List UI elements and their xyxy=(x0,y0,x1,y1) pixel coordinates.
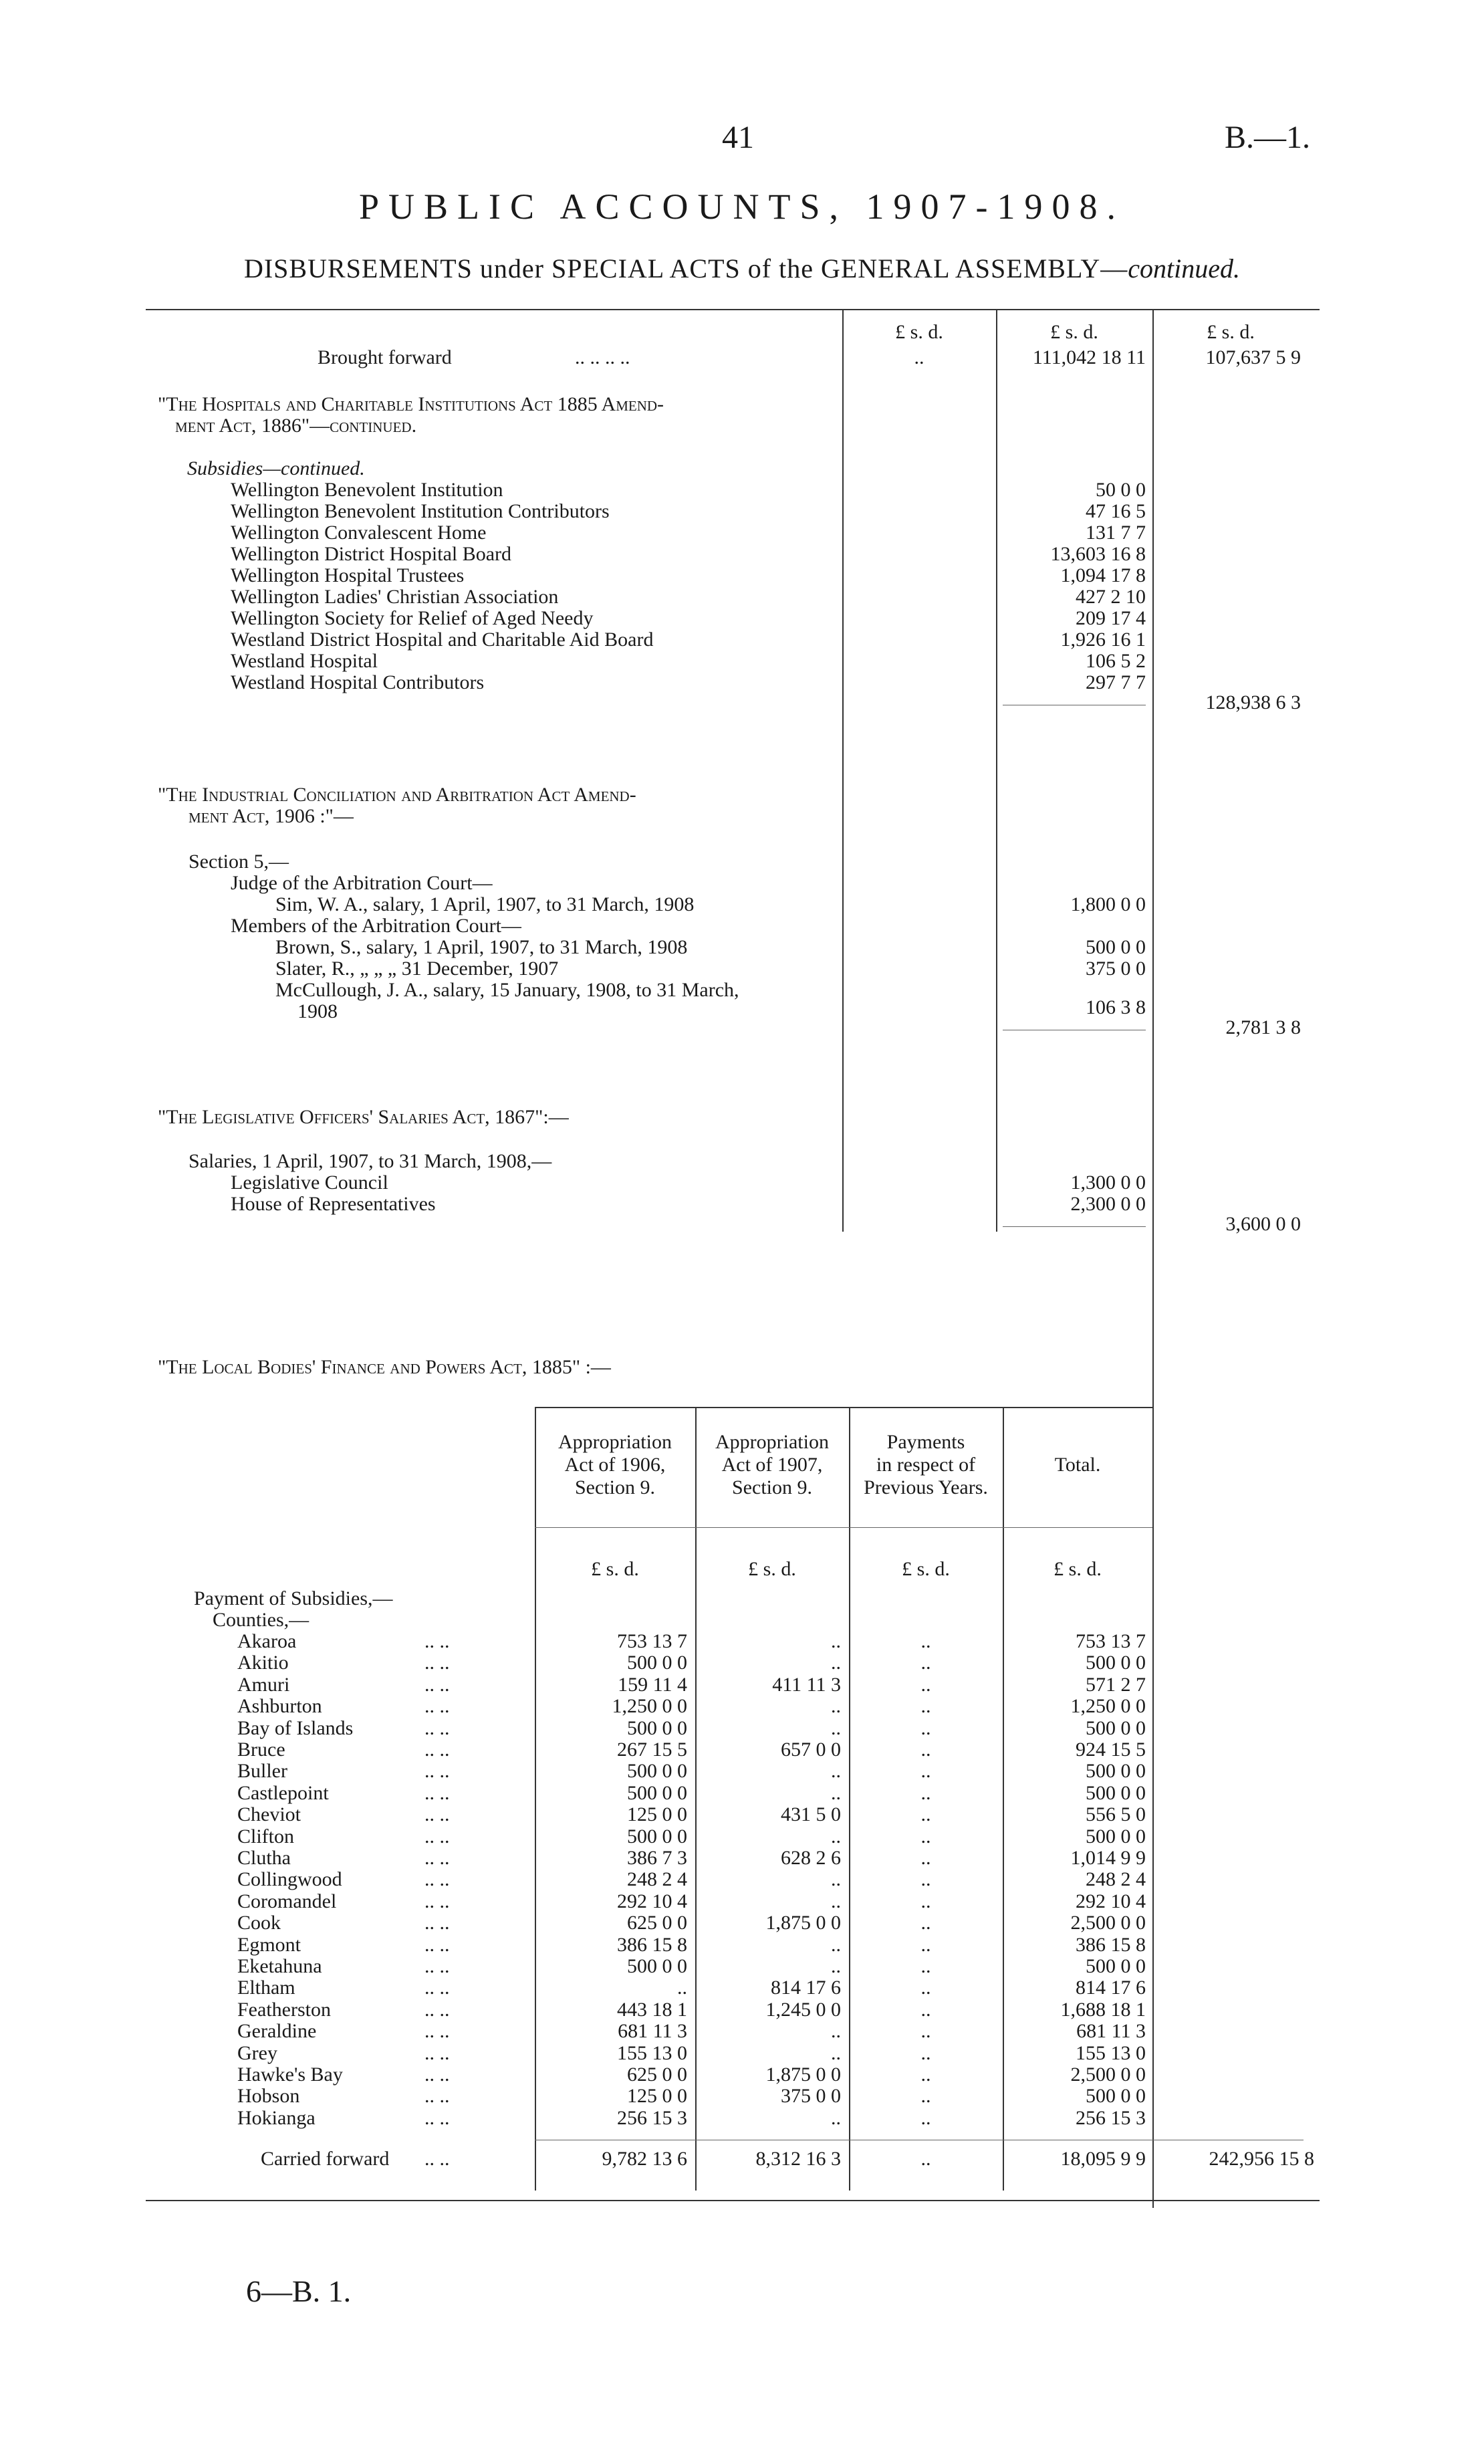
list-item-amount: 47 16 5 xyxy=(1086,500,1146,522)
county-total: 386 15 8 xyxy=(1076,1934,1146,1956)
hospitals-act-title-cont: ment Act, 1886"—continued. xyxy=(175,415,417,437)
county-appropriation-1907: .. xyxy=(831,2042,841,2064)
county-name: Hawke's Bay xyxy=(237,2063,343,2086)
carried-forward-prev: .. xyxy=(920,2148,931,2170)
county-appropriation-1906: 386 7 3 xyxy=(627,1847,687,1869)
leader-dots: .. .. xyxy=(424,1977,450,1999)
leader-dots: .. .. xyxy=(424,1652,450,1674)
member-salary-label: Brown, S., salary, 1 April, 1907, to 31 March, 1908 xyxy=(275,936,688,958)
list-item-label: Wellington Benevolent Institution Contributors xyxy=(231,500,610,522)
leader-dots: .. .. xyxy=(424,1739,450,1761)
county-appropriation-1907: 1,245 0 0 xyxy=(765,1999,841,2021)
county-previous-years: .. xyxy=(920,1652,931,1674)
carried-forward-total: 18,095 9 9 xyxy=(1060,2148,1146,2170)
county-name: Akitio xyxy=(237,1652,289,1674)
county-total: 500 0 0 xyxy=(1086,1652,1146,1674)
county-total: 753 13 7 xyxy=(1076,1630,1146,1652)
county-appropriation-1906: 386 15 8 xyxy=(617,1934,687,1956)
county-appropriation-1906: 500 0 0 xyxy=(627,1652,687,1674)
member-salary-amount: 500 0 0 xyxy=(1086,936,1146,958)
brought-forward-col1: .. xyxy=(914,346,924,368)
county-name: Geraldine xyxy=(237,2020,317,2042)
header-col2: £ s. d. xyxy=(1050,321,1098,343)
subtitle-main: DISBURSEMENTS under SPECIAL ACTS of the GENERAL ASSEMBLY— xyxy=(243,253,1128,284)
brought-forward-dots: .. .. .. .. xyxy=(575,346,630,368)
industrial-total: 2,781 3 8 xyxy=(1225,1016,1301,1038)
county-previous-years: .. xyxy=(920,1999,931,2021)
list-item-amount: 209 17 4 xyxy=(1076,607,1146,629)
brought-forward-label: Brought forward xyxy=(318,346,452,368)
list-item-amount: 131 7 7 xyxy=(1086,522,1146,544)
col-rule-2 xyxy=(996,309,997,1232)
county-name: Eltham xyxy=(237,1977,295,1999)
list-item-label: Westland District Hospital and Charitable Aid Board xyxy=(231,629,654,651)
county-total: 500 0 0 xyxy=(1086,2085,1146,2107)
county-total: 500 0 0 xyxy=(1086,1955,1146,1977)
county-name: Ashburton xyxy=(237,1695,322,1717)
county-appropriation-1907: .. xyxy=(831,1717,841,1739)
county-appropriation-1906: 256 15 3 xyxy=(617,2107,687,2129)
unit-header: £ s. d. xyxy=(748,1558,796,1580)
county-total: 681 11 3 xyxy=(1076,2020,1146,2042)
county-appropriation-1907: 657 0 0 xyxy=(781,1739,841,1761)
county-appropriation-1906: 443 18 1 xyxy=(617,1999,687,2021)
header-line: Section 9. xyxy=(732,1476,812,1498)
county-appropriation-1906: 159 11 4 xyxy=(618,1674,687,1696)
list-item-label: Wellington Ladies' Christian Association xyxy=(231,586,559,608)
table-top-rule xyxy=(146,309,1320,310)
leader-dots: .. .. xyxy=(424,1999,450,2021)
county-appropriation-1906: 500 0 0 xyxy=(627,1825,687,1847)
county-appropriation-1907: 1,875 0 0 xyxy=(765,1912,841,1934)
county-previous-years: .. xyxy=(920,1717,931,1739)
county-appropriation-1907: .. xyxy=(831,1760,841,1782)
hospitals-total: 128,938 6 3 xyxy=(1205,691,1301,713)
carried-forward-1907: 8,312 16 3 xyxy=(755,2148,841,2170)
county-previous-years: .. xyxy=(920,1674,931,1696)
county-appropriation-1907: .. xyxy=(831,1630,841,1652)
county-previous-years: .. xyxy=(920,2063,931,2086)
counties-heading: Counties,— xyxy=(213,1609,310,1631)
col-header-appropriation-1907 xyxy=(697,1431,848,1499)
county-appropriation-1907: .. xyxy=(831,1825,841,1847)
judge-salary-amount: 1,800 0 0 xyxy=(1070,893,1146,915)
county-appropriation-1907: 628 2 6 xyxy=(781,1847,841,1869)
county-total: 155 13 0 xyxy=(1076,2042,1146,2064)
county-previous-years: .. xyxy=(920,1934,931,1956)
county-total: 556 5 0 xyxy=(1086,1803,1146,1825)
leader-dots: .. .. xyxy=(424,1955,450,1977)
county-name: Clifton xyxy=(237,1825,295,1847)
county-appropriation-1907: .. xyxy=(831,1652,841,1674)
header-line: Payments xyxy=(886,1431,965,1453)
county-name: Akaroa xyxy=(237,1630,297,1652)
list-item-amount: 106 5 2 xyxy=(1086,650,1146,672)
county-appropriation-1906: 625 0 0 xyxy=(627,2063,687,2086)
list-item-label: Wellington Benevolent Institution xyxy=(231,479,503,501)
county-total: 248 2 4 xyxy=(1086,1868,1146,1890)
county-appropriation-1907: 411 11 3 xyxy=(772,1674,841,1696)
carried-forward-grand-total: 242,956 15 8 xyxy=(1209,2148,1314,2170)
unit-header: £ s. d. xyxy=(1054,1558,1102,1580)
header-line: Previous Years. xyxy=(864,1476,988,1498)
county-name: Grey xyxy=(237,2042,277,2064)
county-total: 1,250 0 0 xyxy=(1070,1695,1146,1717)
table-bottom-rule xyxy=(146,2200,1320,2201)
county-previous-years: .. xyxy=(920,1782,931,1804)
list-item-amount: 297 7 7 xyxy=(1086,671,1146,693)
county-total: 814 17 6 xyxy=(1076,1977,1146,1999)
county-appropriation-1907: 814 17 6 xyxy=(771,1977,841,1999)
county-appropriation-1906: 625 0 0 xyxy=(627,1912,687,1934)
county-name: Buller xyxy=(237,1760,287,1782)
county-name: Coromandel xyxy=(237,1890,337,1912)
industrial-act-title-cont: ment Act, 1906 :"— xyxy=(189,805,354,827)
county-total: 500 0 0 xyxy=(1086,1717,1146,1739)
header-line: Appropriation xyxy=(558,1431,672,1453)
county-name: Featherston xyxy=(237,1999,331,2021)
leader-dots: .. .. xyxy=(424,2020,450,2042)
county-previous-years: .. xyxy=(920,1868,931,1890)
county-previous-years: .. xyxy=(920,2085,931,2107)
county-name: Castlepoint xyxy=(237,1782,329,1804)
county-previous-years: .. xyxy=(920,1630,931,1652)
county-name: Bruce xyxy=(237,1739,285,1761)
county-total: 500 0 0 xyxy=(1086,1825,1146,1847)
county-previous-years: .. xyxy=(920,1760,931,1782)
subtable-header-rule xyxy=(535,1527,1152,1528)
leader-dots: .. .. xyxy=(424,2085,450,2107)
legislative-council-label: Legislative Council xyxy=(231,1171,388,1194)
county-appropriation-1907: .. xyxy=(831,1934,841,1956)
footer-reference: 6—B. 1. xyxy=(246,2274,352,2308)
leader-dots: .. .. xyxy=(424,1825,450,1847)
carried-forward-1906: 9,782 13 6 xyxy=(602,2148,687,2170)
leader-dots: .. .. xyxy=(424,1630,450,1652)
leader-dots: .. .. xyxy=(424,1717,450,1739)
member-salary-amount: 375 0 0 xyxy=(1086,958,1146,980)
list-item-label: Wellington Convalescent Home xyxy=(231,522,487,544)
county-previous-years: .. xyxy=(920,1977,931,1999)
members-heading: Members of the Arbitration Court— xyxy=(231,915,521,937)
header-line: Appropriation xyxy=(715,1431,829,1453)
mccullough-amount: 106 3 8 xyxy=(1086,996,1146,1018)
county-name: Cook xyxy=(237,1912,281,1934)
section-label: Section 5,— xyxy=(189,851,289,873)
unit-header: £ s. d. xyxy=(591,1558,639,1580)
leader-dots: .. .. xyxy=(424,1782,450,1804)
leader-dots: .. .. xyxy=(424,1912,450,1934)
industrial-act-title: "The Industrial Conciliation and Arbitration Act Amend- xyxy=(158,784,636,806)
house-reps-amount: 2,300 0 0 xyxy=(1070,1193,1146,1215)
county-name: Bay of Islands xyxy=(237,1717,354,1739)
list-item-label: Westland Hospital xyxy=(231,650,378,672)
list-item-amount: 13,603 16 8 xyxy=(1050,543,1146,565)
county-total: 500 0 0 xyxy=(1086,1760,1146,1782)
legislative-sum-rule xyxy=(1003,1226,1146,1227)
col-rule-3 xyxy=(1152,309,1154,2208)
county-appropriation-1907: .. xyxy=(831,1868,841,1890)
county-appropriation-1907: 1,875 0 0 xyxy=(765,2063,841,2086)
page-reference: B.—1. xyxy=(1225,120,1311,155)
list-item-label: Wellington Society for Relief of Aged Needy xyxy=(231,607,594,629)
local-bodies-act-title: "The Local Bodies' Finance and Powers Act, 1885" :— xyxy=(158,1356,611,1378)
county-previous-years: .. xyxy=(920,1825,931,1847)
county-appropriation-1907: 431 5 0 xyxy=(781,1803,841,1825)
subtitle-continued: continued. xyxy=(1128,253,1241,284)
county-previous-years: .. xyxy=(920,2042,931,2064)
header-col1: £ s. d. xyxy=(895,321,943,343)
subtable-top-rule xyxy=(535,1407,1152,1408)
county-total: 500 0 0 xyxy=(1086,1782,1146,1804)
county-name: Collingwood xyxy=(237,1868,342,1890)
leader-dots: .. .. xyxy=(424,2042,450,2064)
county-name: Hobson xyxy=(237,2085,300,2107)
leader-dots: .. .. xyxy=(424,1847,450,1869)
leader-dots: .. .. xyxy=(424,1695,450,1717)
header-line: Act of 1906, xyxy=(564,1454,666,1476)
carried-forward-label: Carried forward xyxy=(261,2148,390,2170)
county-previous-years: .. xyxy=(920,2107,931,2129)
county-appropriation-1906: 500 0 0 xyxy=(627,1717,687,1739)
county-previous-years: .. xyxy=(920,1803,931,1825)
header-line: Section 9. xyxy=(575,1476,655,1498)
county-appropriation-1906: 500 0 0 xyxy=(627,1760,687,1782)
county-total: 256 15 3 xyxy=(1076,2107,1146,2129)
mccullough-year: 1908 xyxy=(297,1000,338,1022)
county-previous-years: .. xyxy=(920,1890,931,1912)
leader-dots: .. .. xyxy=(424,1868,450,1890)
brought-forward-col3: 107,637 5 9 xyxy=(1205,346,1301,368)
county-total: 1,688 18 1 xyxy=(1060,1999,1146,2021)
county-appropriation-1907: .. xyxy=(831,1695,841,1717)
col-header-total: Total. xyxy=(1054,1454,1101,1476)
county-appropriation-1906: 248 2 4 xyxy=(627,1868,687,1890)
page-title: PUBLIC ACCOUNTS, 1907-1908. xyxy=(358,187,1126,227)
member-salary-label: Slater, R., „ „ „ 31 December, 1907 xyxy=(275,958,559,980)
leader-dots: .. .. xyxy=(424,1760,450,1782)
county-previous-years: .. xyxy=(920,2020,931,2042)
list-item-amount: 50 0 0 xyxy=(1096,479,1146,501)
subsidies-heading: Subsidies—continued. xyxy=(187,457,365,479)
county-previous-years: .. xyxy=(920,1847,931,1869)
brought-forward-col2: 111,042 18 11 xyxy=(1032,346,1146,368)
page-number: 41 xyxy=(722,120,754,155)
carried-forward-dots: .. .. xyxy=(424,2148,450,2170)
house-reps-label: House of Representatives xyxy=(231,1193,436,1215)
payment-subsidies-heading: Payment of Subsidies,— xyxy=(194,1587,393,1609)
county-appropriation-1906: 1,250 0 0 xyxy=(612,1695,687,1717)
leader-dots: .. .. xyxy=(424,2063,450,2086)
county-name: Clutha xyxy=(237,1847,291,1869)
county-total: 924 15 5 xyxy=(1076,1739,1146,1761)
county-total: 292 10 4 xyxy=(1076,1890,1146,1912)
list-item-label: Wellington District Hospital Board xyxy=(231,543,512,565)
county-total: 2,500 0 0 xyxy=(1070,1912,1146,1934)
salaries-label: Salaries, 1 April, 1907, to 31 March, 1908,— xyxy=(189,1150,552,1172)
leader-dots: .. .. xyxy=(424,2107,450,2129)
legislative-council-amount: 1,300 0 0 xyxy=(1070,1171,1146,1194)
col-header-appropriation-1906 xyxy=(536,1431,694,1499)
county-appropriation-1906: 292 10 4 xyxy=(617,1890,687,1912)
county-previous-years: .. xyxy=(920,1955,931,1977)
county-appropriation-1906: 125 0 0 xyxy=(627,1803,687,1825)
leader-dots: .. .. xyxy=(424,1890,450,1912)
legislative-act-title: "The Legislative Officers' Salaries Act, 1867":— xyxy=(158,1106,569,1128)
county-appropriation-1906: .. xyxy=(677,1977,687,1999)
county-appropriation-1907: .. xyxy=(831,1955,841,1977)
legislative-total: 3,600 0 0 xyxy=(1225,1213,1301,1235)
list-item-amount: 1,926 16 1 xyxy=(1060,629,1146,651)
county-appropriation-1907: .. xyxy=(831,2107,841,2129)
list-item-label: Westland Hospital Contributors xyxy=(231,671,485,693)
county-name: Cheviot xyxy=(237,1803,301,1825)
county-name: Egmont xyxy=(237,1934,301,1956)
county-appropriation-1907: 375 0 0 xyxy=(781,2085,841,2107)
county-appropriation-1906: 125 0 0 xyxy=(627,2085,687,2107)
col-header-previous-years xyxy=(850,1431,1001,1499)
header-line: in respect of xyxy=(876,1454,976,1476)
county-name: Amuri xyxy=(237,1674,290,1696)
county-previous-years: .. xyxy=(920,1912,931,1934)
leader-dots: .. .. xyxy=(424,1934,450,1956)
county-total: 571 2 7 xyxy=(1086,1674,1146,1696)
hospitals-act-title: "The Hospitals and Charitable Institutions Act 1885 Amend- xyxy=(158,393,664,415)
judge-salary-label: Sim, W. A., salary, 1 April, 1907, to 31 March, 1908 xyxy=(275,893,695,915)
list-item-amount: 1,094 17 8 xyxy=(1060,564,1146,586)
county-total: 1,014 9 9 xyxy=(1070,1847,1146,1869)
county-previous-years: .. xyxy=(920,1695,931,1717)
mccullough-label: McCullough, J. A., salary, 15 January, 1908, to 31 March, xyxy=(275,979,739,1001)
county-name: Eketahuna xyxy=(237,1955,322,1977)
unit-header: £ s. d. xyxy=(902,1558,950,1580)
list-item-amount: 427 2 10 xyxy=(1076,586,1146,608)
county-previous-years: .. xyxy=(920,1739,931,1761)
page-subtitle xyxy=(0,253,1484,284)
county-appropriation-1906: 681 11 3 xyxy=(618,2020,687,2042)
county-appropriation-1906: 267 15 5 xyxy=(617,1739,687,1761)
leader-dots: .. .. xyxy=(424,1803,450,1825)
county-appropriation-1906: 155 13 0 xyxy=(617,2042,687,2064)
header-line: Act of 1907, xyxy=(721,1454,823,1476)
county-appropriation-1907: .. xyxy=(831,1782,841,1804)
col-rule-1 xyxy=(842,309,844,1232)
county-appropriation-1907: .. xyxy=(831,1890,841,1912)
county-appropriation-1906: 500 0 0 xyxy=(627,1782,687,1804)
county-appropriation-1907: .. xyxy=(831,2020,841,2042)
leader-dots: .. .. xyxy=(424,1674,450,1696)
county-total: 2,500 0 0 xyxy=(1070,2063,1146,2086)
header-col3: £ s. d. xyxy=(1207,321,1255,343)
county-appropriation-1906: 500 0 0 xyxy=(627,1955,687,1977)
county-name: Hokianga xyxy=(237,2107,316,2129)
county-appropriation-1906: 753 13 7 xyxy=(617,1630,687,1652)
judge-heading: Judge of the Arbitration Court— xyxy=(231,872,493,894)
list-item-label: Wellington Hospital Trustees xyxy=(231,564,465,586)
